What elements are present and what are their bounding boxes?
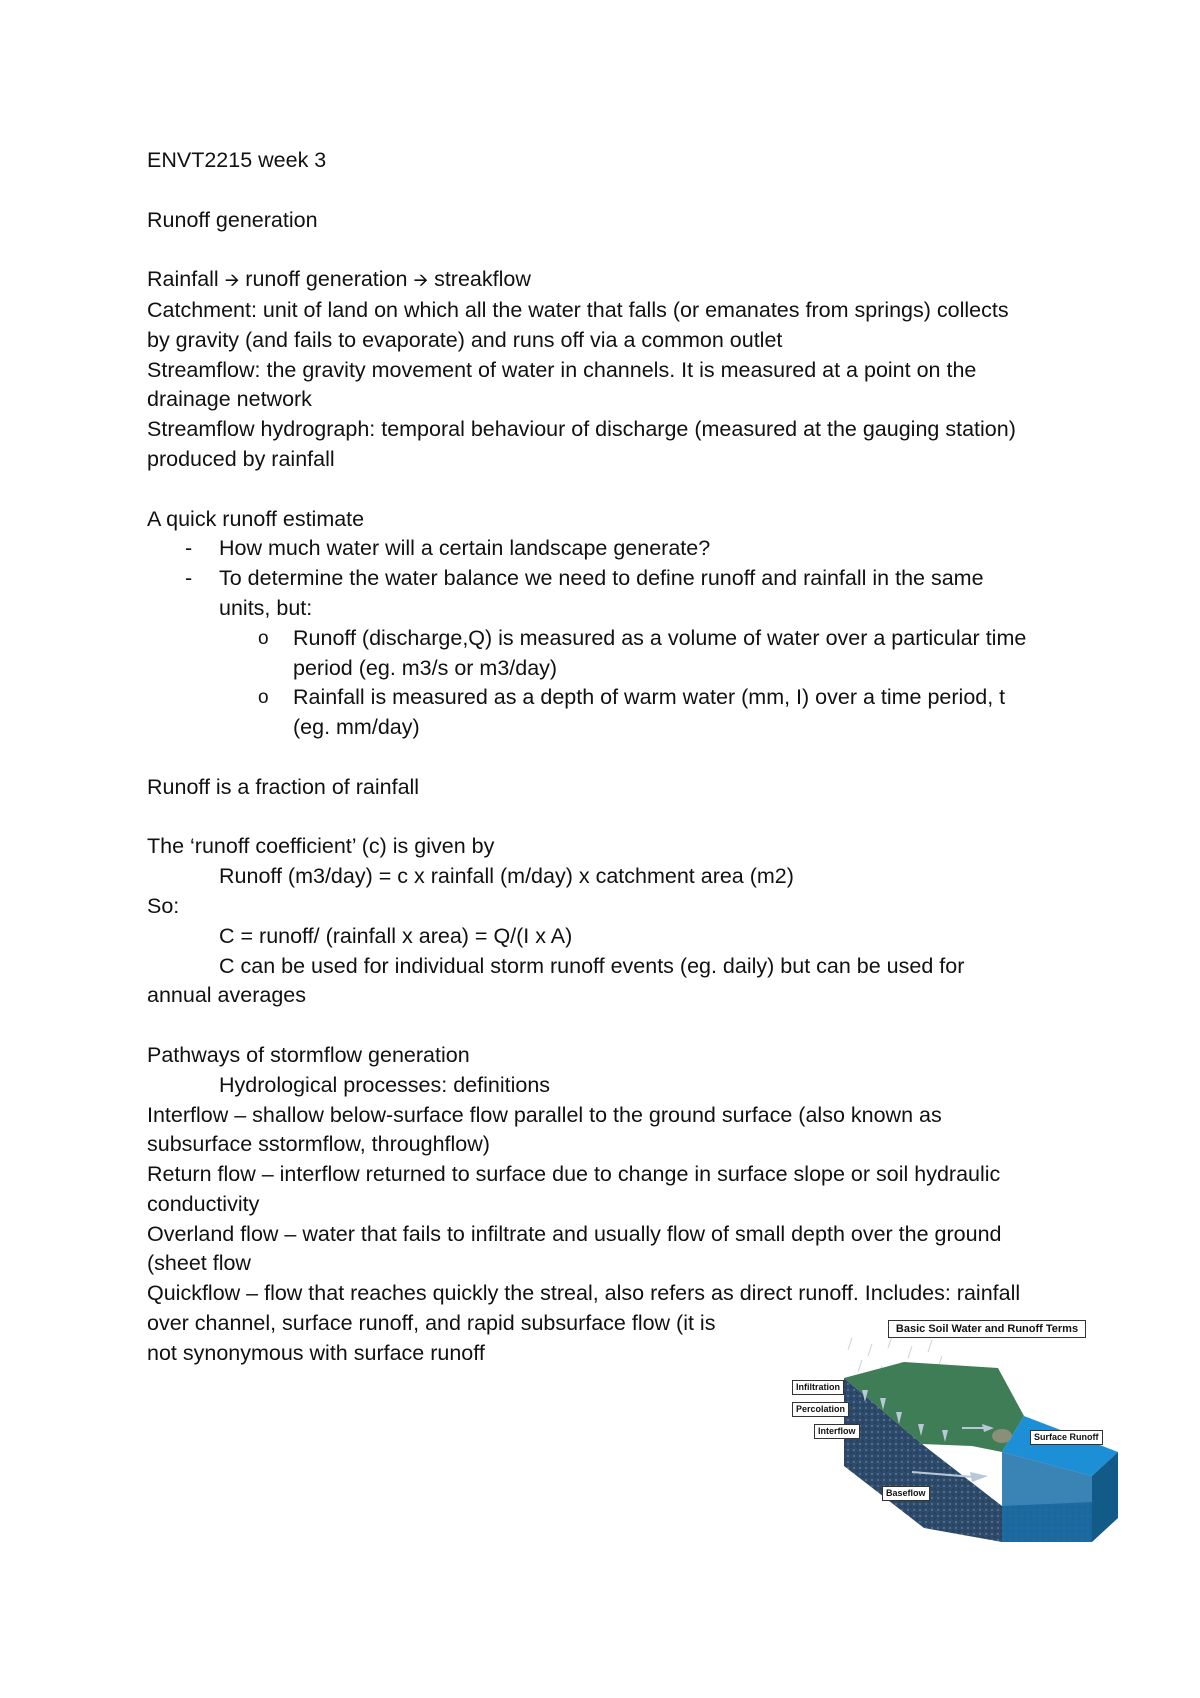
rock-icon <box>992 1429 1012 1443</box>
sub-list-item-text: Runoff (discharge,Q) is measured as a volume of water over a particular time <box>293 625 1027 650</box>
arrow-right-icon: 🡪 <box>224 270 240 292</box>
notes-text <box>147 146 1077 1369</box>
hydro-defs-heading: Hydrological processes: definitions <box>219 1072 551 1097</box>
chain-rainfall: Rainfall <box>147 267 219 292</box>
overland-flow-def-line: (sheet flow <box>147 1251 251 1276</box>
interflow-label: Interflow <box>814 1424 860 1439</box>
chain-streakflow: streakflow <box>434 267 531 292</box>
infiltration-label: Infiltration <box>792 1380 844 1395</box>
circle-bullet: o <box>258 687 269 709</box>
sub-list-item <box>147 683 1077 713</box>
dash-bullet: - <box>185 566 193 591</box>
baseflow-label: Baseflow <box>882 1486 930 1501</box>
list-item <box>147 564 1077 594</box>
streamflow-def-line: Streamflow: the gravity movement of water in channels. It is measured at a point on the <box>147 357 977 382</box>
chain-runoff: runoff generation <box>245 267 408 292</box>
c-usage-line: C can be used for individual storm runoff events (eg. daily) but can be used for <box>219 953 965 978</box>
list-item <box>147 534 1077 564</box>
arrow-right-icon: 🡪 <box>413 270 429 292</box>
course-title: ENVT2215 week 3 <box>147 148 327 172</box>
sub-list-item-continuation: (eg. mm/day) <box>293 715 420 740</box>
list-item-text: To determine the water balance we need to define runoff and rainfall in the same <box>219 566 984 591</box>
overland-flow-def-line: Overland flow – water that fails to infiltrate and usually flow of small depth over the ground <box>147 1221 1002 1246</box>
catchment-def-line: by gravity (and fails to evaporate) and runs off via a common outlet <box>147 327 783 352</box>
soil-water-runoff-figure <box>792 1316 1120 1556</box>
circle-bullet: o <box>258 627 269 649</box>
hydrograph-def-line: Streamflow hydrograph: temporal behaviour of discharge (measured at the gauging station) <box>147 417 1016 442</box>
quick-estimate-heading: A quick runoff estimate <box>147 506 365 531</box>
catchment-def-line: Catchment: unit of land on which all the water that falls (or emanates from springs) collects <box>147 297 1009 322</box>
c-formula: C = runoff/ (rainfall x area) = Q/(I x A) <box>219 923 573 948</box>
coefficient-intro: The ‘runoff coefficient’ (c) is given by <box>147 834 495 859</box>
list-item-text: How much water will a certain landscape generate? <box>219 536 711 561</box>
process-chain <box>147 265 1077 296</box>
interflow-def-line: Interflow – shallow below-surface flow parallel to the ground surface (also known as <box>147 1102 942 1127</box>
dash-bullet: - <box>185 536 193 561</box>
interflow-def-line: subsurface sstormflow, throughflow) <box>147 1132 490 1157</box>
quickflow-def-line: over channel, surface runoff, and rapid subsurface flow (it is <box>147 1311 716 1336</box>
pathways-heading: Pathways of stormflow generation <box>147 1042 470 1067</box>
return-flow-def-line: conductivity <box>147 1191 260 1216</box>
list-item-continuation: units, but: <box>219 595 313 620</box>
surface-runoff-label: Surface Runoff <box>1030 1430 1103 1445</box>
return-flow-def-line: Return flow – interflow returned to surface due to change in surface slope or soil hydraulic <box>147 1162 1001 1187</box>
section-heading: Runoff generation <box>147 207 318 232</box>
sub-list-item-continuation: period (eg. m3/s or m3/day) <box>293 655 558 680</box>
sub-list-item-text: Rainfall is measured as a depth of warm water (mm, I) over a time period, t <box>293 685 1006 710</box>
streamflow-def-line: drainage network <box>147 387 312 412</box>
hydrograph-def-line: produced by rainfall <box>147 446 335 471</box>
so-label: So: <box>147 893 180 918</box>
quickflow-def-line: not synonymous with surface runoff <box>147 1340 485 1365</box>
percolation-label: Percolation <box>792 1402 849 1417</box>
c-usage-line: annual averages <box>147 983 306 1008</box>
figure-title: Basic Soil Water and Runoff Terms <box>888 1320 1086 1338</box>
quickflow-def-line: Quickflow – flow that reaches quickly the streal, also refers as direct runoff. Includes: rainfall <box>147 1281 1021 1306</box>
coefficient-formula: Runoff (m3/day) = c x rainfall (m/day) x catchment area (m2) <box>219 864 794 889</box>
fraction-statement: Runoff is a fraction of rainfall <box>147 774 420 799</box>
sub-list-item <box>147 624 1077 654</box>
